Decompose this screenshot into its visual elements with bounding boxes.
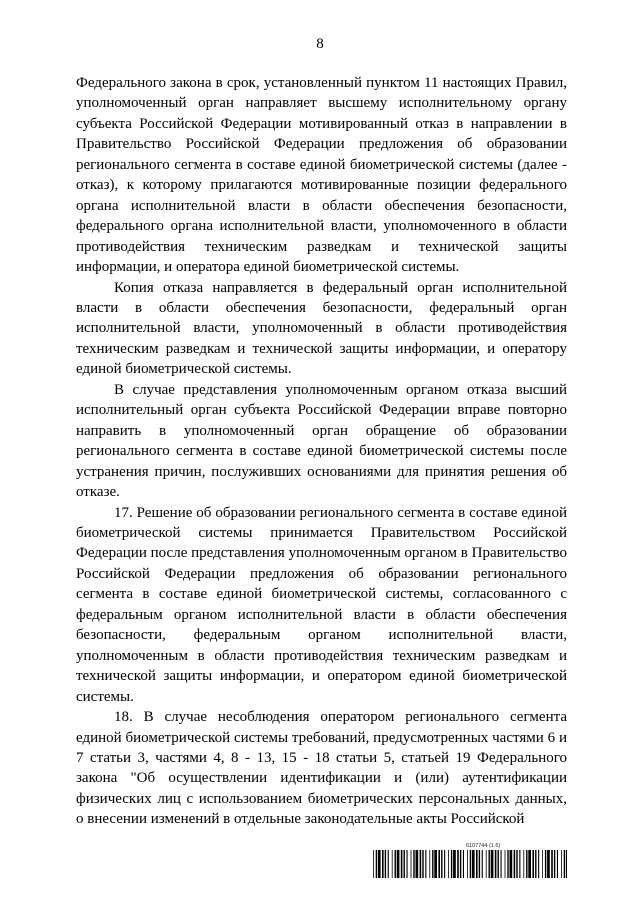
- paragraph: 17. Решение об образовании регионального сегмента в составе единой биометрической системы принимается Правительством Российской Федерации после представления уполномоченным органом в Правительство Российской Федерации предложения об образовании регионального сегмента в составе единой биометрической системы, согласованного с федеральным органом исполнительной власти в области обеспечения безопасности, федеральным органом исполнительной власти, уполномоченным в области противодействия техническим разведкам и технической защиты информации, и оператором единой биометрической системы.: [76, 504, 567, 705]
- paragraph: В случае представления уполномоченным органом отказа высший исполнительный орган субъекта Российской Федерации вправе повторно направить в уполномоченный орган обращение об образовании регионального сегмента в составе единой биометрической системы после устранения причин, послуживших основаниями для принятия решения об отказе.: [76, 381, 567, 501]
- document-body: [76, 73, 567, 830]
- barcode-image: [373, 850, 567, 878]
- paragraph: 18. В случае несоблюдения оператором регионального сегмента единой биометрической системы требований, предусмотренных частями 6 и 7 статьи 3, частями 4, 8 - 13, 15 - 18 статьи 5, статьей 19 Федерального закона "Об осуществлении идентификации и (или) аутентификации физических лиц с использованием биометрических персональных данных, о внесении изменений в отдельные законодательные акты Российской: [76, 709, 567, 828]
- paragraph: Копия отказа направляется в федеральный орган исполнительной власти в области обеспечения безопасности, федеральный орган исполнительной власти, уполномоченный в области противодействия техническим разведкам и технической защиты информации, и оператору единой биометрической системы.: [76, 279, 567, 378]
- page-number: 8: [316, 36, 324, 52]
- paragraph: Федерального закона в срок, установленный пунктом 11 настоящих Правил, уполномоченный орган направляет высшему исполнительному органу субъекта Российской Федерации мотивированный отказ в направлении в Правительство Российской Федерации предложения об образовании регионального сегмента в составе единой биометрической системы (далее - отказ), к которому прилагаются мотивированные позиции федерального органа исполнительной власти в области обеспечения безопасности, федерального органа исполнительной власти, уполномоченного в области противодействия техническим разведкам и технической защиты информации, и оператора единой биометрической системы.: [76, 75, 567, 276]
- barcode-caption: 6107744 (1.6): [466, 843, 501, 849]
